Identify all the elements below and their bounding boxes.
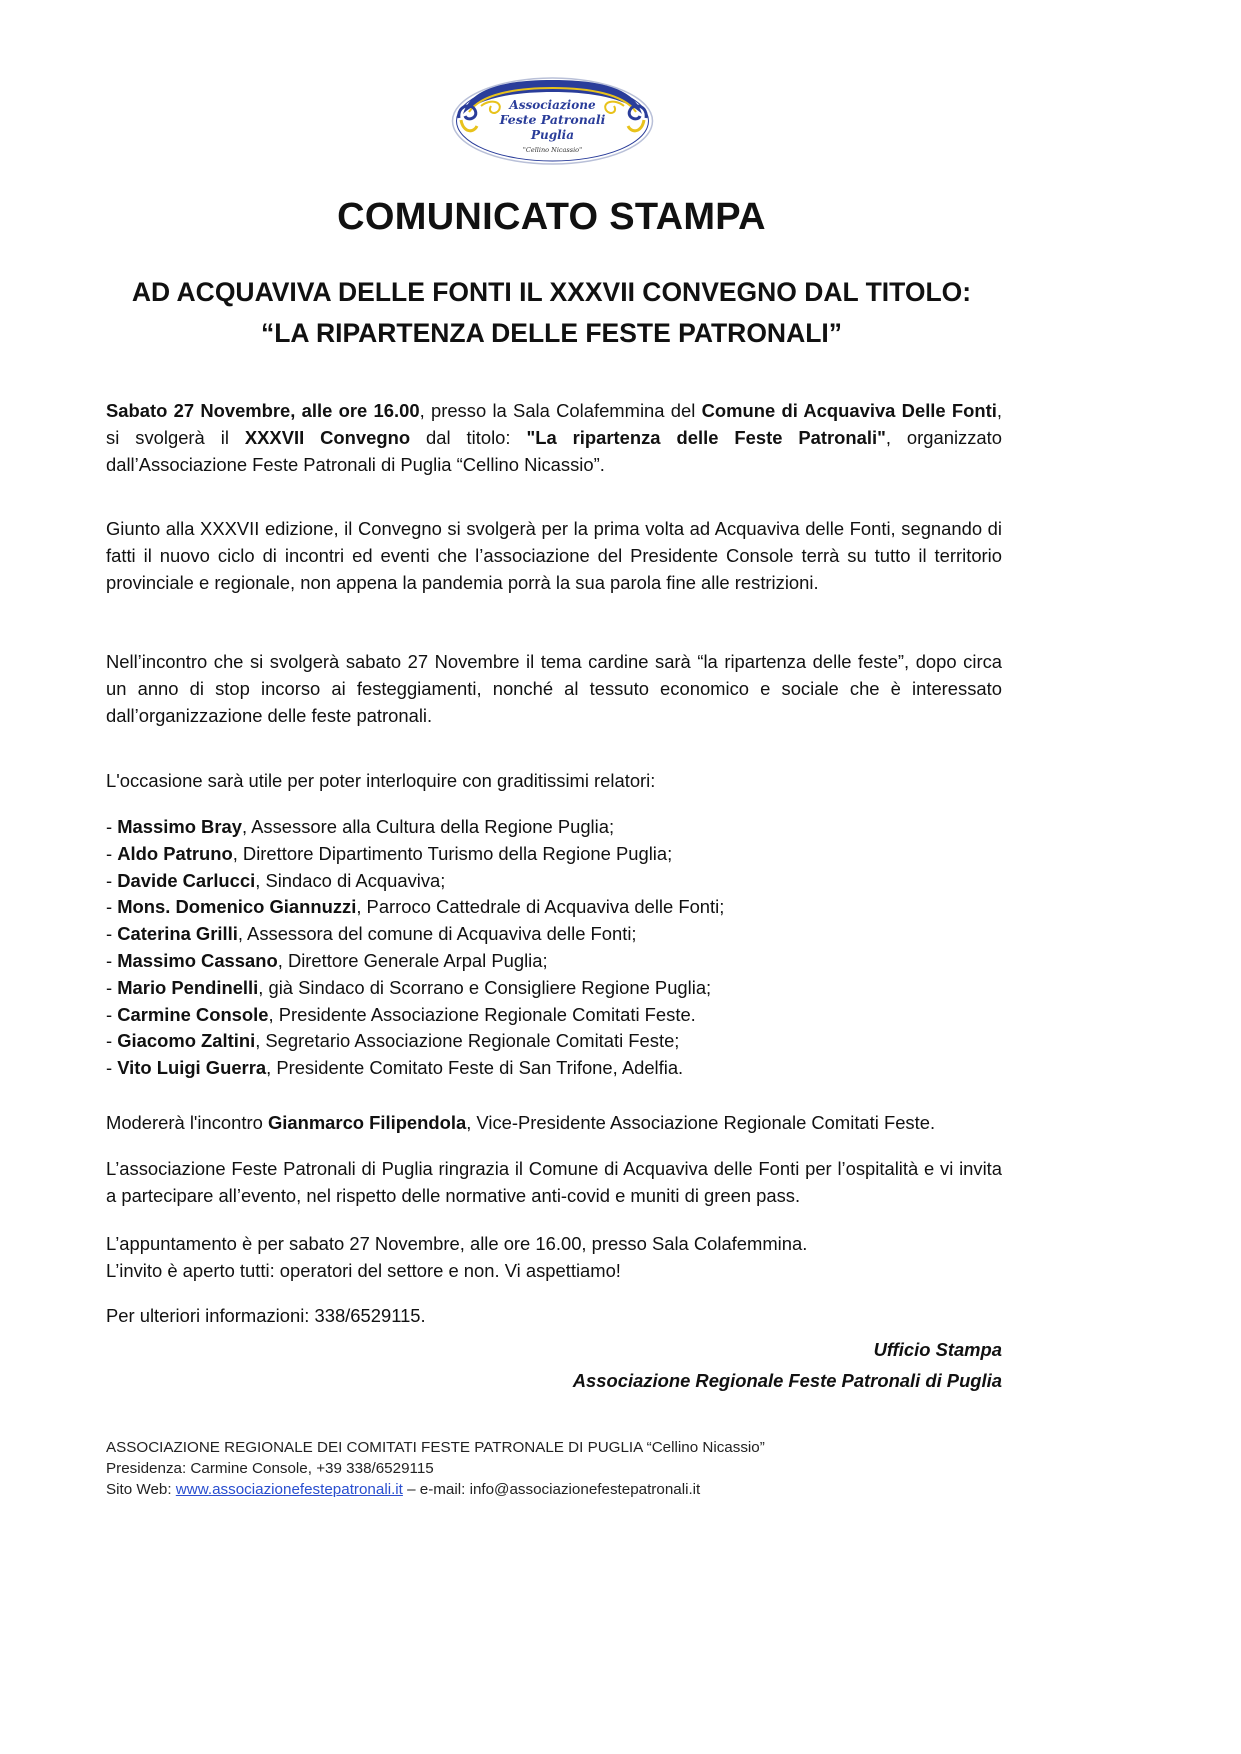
speaker-role: , Sindaco di Acquaviva; bbox=[255, 869, 446, 891]
speaker-role: , Direttore Dipartimento Turismo della Regione Puglia; bbox=[232, 842, 673, 864]
list-dash: - bbox=[106, 1057, 118, 1079]
speaker-role: , Presidente Comitato Feste di San Trifone, Adelfia. bbox=[266, 1057, 684, 1079]
speaker-name: Aldo Patruno bbox=[117, 842, 233, 864]
text-span: , si svolgerà il bbox=[106, 400, 1002, 448]
speaker-item bbox=[106, 975, 1002, 1002]
list-dash: - bbox=[106, 1030, 118, 1052]
speaker-name: Carmine Console bbox=[117, 1003, 269, 1025]
convegno-name: XXXVII Convegno bbox=[244, 426, 411, 448]
speaker-item bbox=[106, 1055, 1002, 1082]
email-text: – e-mail: info@associazionefestepatronali.it bbox=[402, 1481, 701, 1498]
speaker-item bbox=[106, 1002, 1002, 1029]
list-dash: - bbox=[106, 976, 118, 998]
appointment-line1: L’appuntamento è per sabato 27 Novembre, alle ore 16.00, presso Sala Colafemmina. bbox=[106, 1233, 808, 1254]
list-dash: - bbox=[106, 949, 118, 971]
speaker-name: Mons. Domenico Giannuzzi bbox=[117, 896, 357, 918]
speaker-role: , Assessore alla Cultura della Regione Puglia; bbox=[241, 816, 615, 837]
logo-text-line2: Feste Patronali bbox=[499, 112, 606, 127]
subtitle-line2: “LA RIPARTENZA DELLE FESTE PATRONALI” bbox=[260, 318, 843, 348]
list-dash: - bbox=[106, 923, 118, 945]
footer-org: ASSOCIAZIONE REGIONALE DEI COMITATI FESTE PATRONALE DI PUGLIA “Cellino Nicassio” bbox=[106, 1439, 765, 1456]
list-dash: - bbox=[106, 1003, 118, 1025]
list-dash: - bbox=[106, 896, 118, 918]
page-title: COMUNICATO STAMPA bbox=[337, 196, 766, 238]
signature-block bbox=[573, 1334, 1002, 1396]
speaker-role: , già Sindaco di Scorrano e Consigliere Regione Puglia; bbox=[258, 976, 712, 998]
logo-text-line1: Associazione bbox=[509, 98, 596, 112]
text-span: , Vice-Presidente Associazione Regionale Comitati Feste. bbox=[466, 1112, 936, 1133]
speaker-item bbox=[106, 841, 1002, 868]
speaker-name: Mario Pendinelli bbox=[117, 976, 259, 998]
footer bbox=[106, 1437, 765, 1500]
thanks-paragraph: L’associazione Feste Patronali di Puglia ringrazia il Comune di Acquaviva delle Fonti per l’ospitalità e vi invita a partecipare all’evento, nel rispetto delle normative anti-covid e muniti di green pass. bbox=[106, 1158, 1002, 1206]
speakers-intro: L'occasione sarà utile per poter interloquire con graditissimi relatori: bbox=[106, 770, 656, 791]
page-subtitle bbox=[0, 272, 1103, 354]
speaker-role: , Presidente Associazione Regionale Comitati Feste. bbox=[268, 1003, 696, 1025]
speaker-role: , Parroco Cattedrale di Acquaviva delle Fonti; bbox=[356, 896, 725, 918]
logo-text-line3: Puglia bbox=[530, 128, 575, 142]
theme-paragraph: Nell’incontro che si svolgerà sabato 27 Novembre il tema cardine sarà “la ripartenza delle feste”, dopo circa un anno di stop incorso ai festeggiamenti, nonché al tessuto economico e sociale che è interessato dall’organizzazione delle feste patronali. bbox=[106, 651, 1002, 726]
text-span: , organizzato dall’Associazione Feste Patronali di Puglia “Cellino Nicassio”. bbox=[106, 426, 1002, 475]
speaker-item bbox=[106, 1028, 1002, 1055]
speaker-item bbox=[106, 921, 1002, 948]
speaker-item bbox=[106, 814, 1002, 841]
list-dash: - bbox=[106, 842, 118, 864]
web-label: Sito Web: bbox=[106, 1481, 176, 1498]
edition-paragraph: Giunto alla XXXVII edizione, il Convegno si svolgerà per la prima volta ad Acquaviva delle Fonti, segnando di fatti il nuovo ciclo di incontri ed eventi che l’associazione del Presidente Console terrà su tutto il territorio provinciale e regionale, non appena la pandemia porrà la sua parola fine alle restrizioni. bbox=[106, 518, 1002, 593]
speaker-name: Davide Carlucci bbox=[117, 869, 256, 891]
speaker-role: , Assessora del comune di Acquaviva delle Fonti; bbox=[237, 923, 637, 945]
text-span: , presso la Sala Colafemmina del bbox=[419, 400, 702, 421]
footer-presidency: Presidenza: Carmine Console, +39 338/6529115 bbox=[106, 1460, 434, 1477]
convegno-title: "La ripartenza delle Feste Patronali" bbox=[526, 426, 886, 448]
speaker-name: Giacomo Zaltini bbox=[117, 1030, 256, 1052]
speaker-name: Caterina Grilli bbox=[117, 923, 238, 945]
list-dash: - bbox=[106, 816, 118, 837]
speaker-role: , Direttore Generale Arpal Puglia; bbox=[277, 949, 548, 971]
event-date-time: Sabato 27 Novembre, alle ore 16.00 bbox=[106, 400, 420, 421]
info-paragraph: Per ulteriori informazioni: 338/6529115. bbox=[106, 1305, 426, 1326]
text-span: Modererà l'incontro bbox=[106, 1112, 268, 1133]
venue-comune: Comune di Acquaviva Delle Fonti bbox=[701, 400, 997, 421]
appointment-line2: L’invito è aperto tutti: operatori del settore e non. Vi aspettiamo! bbox=[106, 1259, 621, 1281]
list-dash: - bbox=[106, 869, 118, 891]
speaker-role: , Segretario Associazione Regionale Comitati Feste; bbox=[255, 1030, 680, 1052]
footer-contacts bbox=[106, 1479, 765, 1500]
association-logo bbox=[451, 76, 654, 166]
appointment-paragraph bbox=[106, 1231, 1002, 1285]
moderator-name: Gianmarco Filipendola bbox=[267, 1112, 467, 1133]
signature-line2: Associazione Regionale Feste Patronali di Puglia bbox=[572, 1370, 1002, 1391]
speaker-name: Massimo Bray bbox=[117, 816, 242, 837]
speaker-name: Vito Luigi Guerra bbox=[117, 1057, 267, 1079]
moderator-paragraph bbox=[106, 1110, 1002, 1137]
signature-line1: Ufficio Stampa bbox=[873, 1339, 1002, 1360]
speaker-name: Massimo Cassano bbox=[117, 949, 278, 971]
website-link[interactable]: www.associazionefestepatronali.it bbox=[175, 1481, 403, 1498]
speakers-list bbox=[106, 814, 1002, 1082]
subtitle-line1: AD ACQUAVIVA DELLE FONTI IL XXXVII CONVEGNO DAL TITOLO: bbox=[131, 277, 972, 307]
speaker-item bbox=[106, 948, 1002, 975]
speaker-item bbox=[106, 894, 1002, 921]
logo-text-line4: "Cellino Nicassio" bbox=[522, 146, 583, 154]
text-span: dal titolo: bbox=[410, 426, 527, 448]
speaker-item bbox=[106, 868, 1002, 895]
logo-emblem bbox=[451, 76, 654, 166]
intro-paragraph bbox=[106, 398, 1002, 478]
